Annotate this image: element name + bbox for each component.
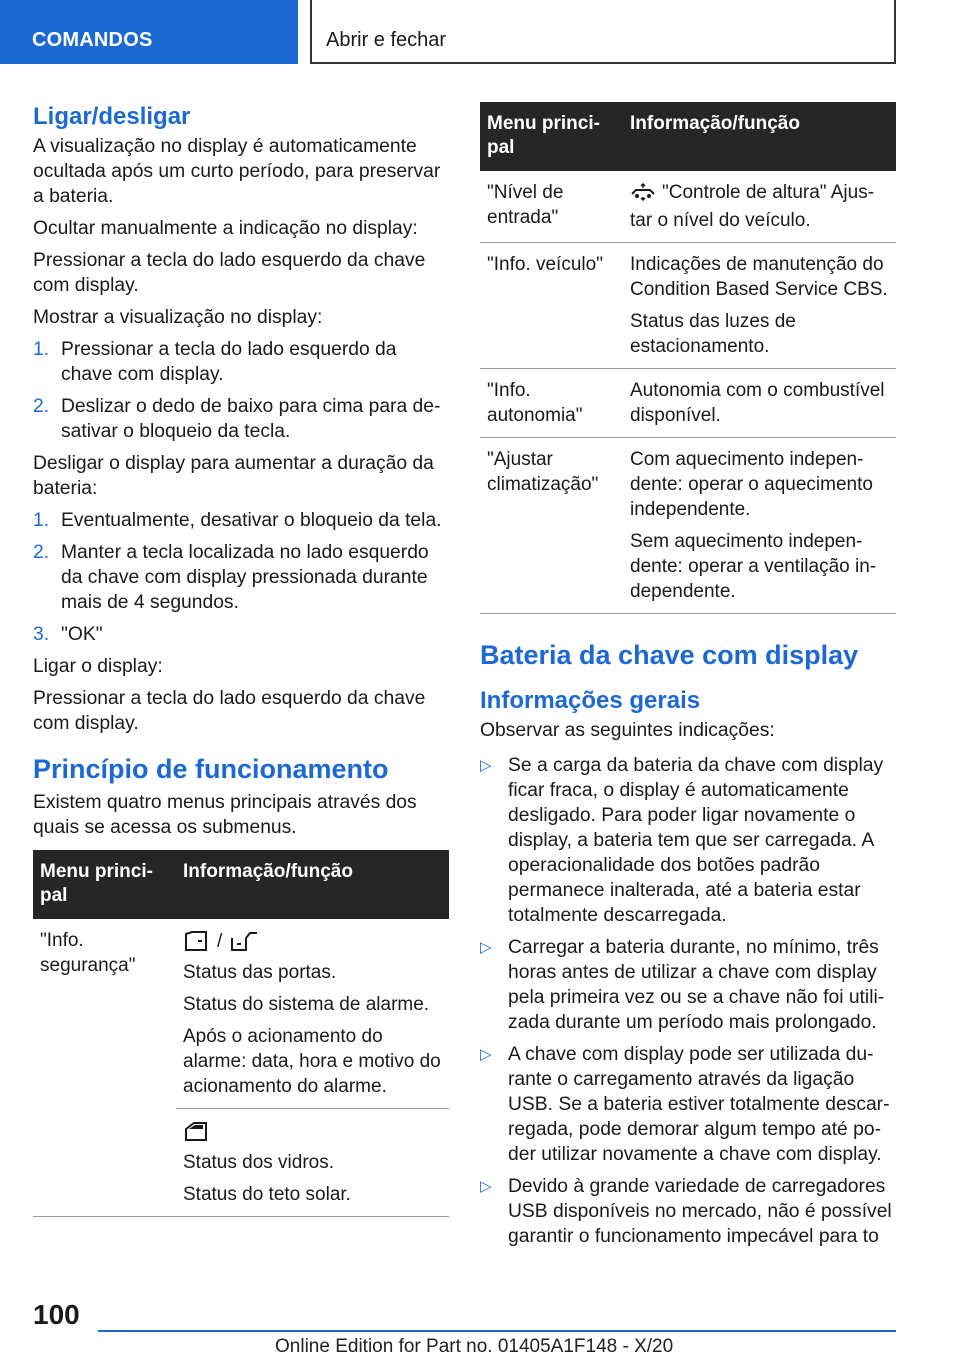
table-header-menu: Menu principal xyxy=(480,102,623,171)
triangle-bullet-icon: ▷ xyxy=(480,757,492,774)
table-row xyxy=(480,243,896,369)
paragraph: Pressionar a tecla do lado esquerdo da chave com display. xyxy=(33,688,426,734)
steps-list-show xyxy=(33,337,449,444)
section-heading-principio: Princípio de funcionamento xyxy=(33,754,389,784)
chapter-title: Abrir e fechar xyxy=(326,29,447,51)
list-item xyxy=(33,337,449,387)
table-cell xyxy=(623,369,896,438)
paragraph: Observar as seguintes indicações: xyxy=(480,720,775,741)
step-number: 1. xyxy=(33,510,50,531)
info-line: Status dos vidros. xyxy=(183,1152,335,1173)
menu-name: "Info. segurança" xyxy=(40,930,136,976)
table-row xyxy=(480,171,896,243)
note-text: Devido à grande variedade de carregadores USB disponíveis no mercado, não é possível garantir o funcionamento impecável para to xyxy=(508,1176,892,1247)
chapter-tab xyxy=(310,0,896,64)
list-item xyxy=(480,1042,896,1167)
table-cell xyxy=(176,1109,449,1217)
list-item xyxy=(33,622,449,647)
table-header-menu: Menu principal xyxy=(33,850,176,919)
table-row xyxy=(480,438,896,614)
step-text: "OK" xyxy=(61,624,103,645)
info-line: Após o acionamento do alarme: data, hora e motivo do acionamento do alarme. xyxy=(183,1026,441,1097)
paragraph: Existem quatro menus principais através dos quais se acessa os submenus. xyxy=(33,792,417,838)
note-text: Se a carga da bateria da chave com display ficar fraca, o display é automaticamente desligado. Para poder ligar novamente o display, a bateria tem que ser carregada. A operacionalidade dos botões padrão permanece inalterada, até a bateria estar totalmente descarregada. xyxy=(508,755,884,926)
step-number: 2. xyxy=(33,396,50,417)
list-item xyxy=(480,935,896,1035)
table-header-info: Informação/função xyxy=(176,850,449,919)
info-text: "Controle de altura" Ajustar o nível do veículo. xyxy=(630,182,875,231)
step-number: 1. xyxy=(33,339,50,360)
notes-list xyxy=(480,753,896,1249)
paragraph: A visualização no display é automaticamente ocultada após um curto período, para preservar a bateria. xyxy=(33,136,441,207)
table-cell xyxy=(623,171,896,243)
door-open-icon xyxy=(230,930,258,952)
info-line: Status do teto solar. xyxy=(183,1184,351,1205)
ride-height-icon xyxy=(630,183,656,208)
triangle-bullet-icon: ▷ xyxy=(480,1178,492,1195)
table-row xyxy=(480,369,896,438)
table-cell xyxy=(623,438,896,614)
step-text: Eventualmente, desativar o bloqueio da tela. xyxy=(61,510,442,531)
page-number: 100 xyxy=(33,1299,80,1330)
subsection-heading-informacoes: Informações gerais xyxy=(480,687,701,714)
window-icons xyxy=(183,1118,441,1144)
list-item xyxy=(33,394,449,444)
icon-separator: / xyxy=(217,930,223,952)
table-cell xyxy=(176,919,449,1109)
info-line: Sem aquecimento independente: operar a ventilação independente. xyxy=(630,531,877,602)
info-line: Status das luzes de estacionamento. xyxy=(630,311,796,357)
table-cell xyxy=(33,1109,176,1217)
steps-list-off xyxy=(33,508,449,647)
paragraph: Desligar o display para aumentar a duração da bateria: xyxy=(33,453,434,499)
table-row xyxy=(33,919,449,1109)
info-line: Status das portas. xyxy=(183,962,337,983)
menu-name: "Nível de entrada" xyxy=(487,182,564,228)
paragraph: Mostrar a visualização no display: xyxy=(33,307,323,328)
note-text: Carregar a bateria durante, no mínimo, três horas antes de utilizar a chave com display pela primeira vez ou se a chave não foi utilizada durante um período mais prolongado. xyxy=(508,937,885,1033)
paragraph: Ocultar manualmente a indicação no display: xyxy=(33,218,418,239)
info-line: Status do sistema de alarme. xyxy=(183,994,430,1015)
menu-name: "Info. veículo" xyxy=(487,254,603,275)
menu-name: "Info. autonomia" xyxy=(487,380,583,426)
menu-table-right xyxy=(480,102,896,614)
left-column xyxy=(33,102,449,1217)
step-text: Deslizar o dedo de baixo para cima para desativar o bloqueio da tecla. xyxy=(61,396,441,442)
paragraph: Ligar o display: xyxy=(33,656,163,677)
info-line: Com aquecimento independente: operar o aquecimento independente. xyxy=(630,449,873,520)
triangle-bullet-icon: ▷ xyxy=(480,1046,492,1063)
info-line: Autonomia com o combustível disponível. xyxy=(630,380,885,426)
step-text: Pressionar a tecla do lado esquerdo da chave com display. xyxy=(61,339,397,385)
list-item xyxy=(33,540,449,615)
window-icon xyxy=(183,1120,209,1142)
right-column xyxy=(480,102,896,1256)
table-cell xyxy=(480,171,623,243)
info-line: Indicações de manutenção do Condition Based Service CBS. xyxy=(630,254,888,300)
menu-name: "Ajustar climatização" xyxy=(487,449,599,495)
footer-divider xyxy=(98,1330,896,1332)
info-line xyxy=(630,180,888,233)
section-heading-ligar: Ligar/desligar xyxy=(33,103,191,130)
door-icons xyxy=(183,928,441,954)
table-cell xyxy=(623,243,896,369)
list-item xyxy=(480,1174,896,1249)
door-closed-icon xyxy=(183,930,209,952)
table-row xyxy=(33,1109,449,1217)
step-number: 2. xyxy=(33,542,50,563)
edition-text: Online Edition for Part no. 01405A1F148 - X/20 xyxy=(275,1336,674,1357)
table-cell xyxy=(480,243,623,369)
section-tab xyxy=(0,0,298,64)
list-item xyxy=(33,508,449,533)
step-number: 3. xyxy=(33,624,50,645)
section-title: COMANDOS xyxy=(32,29,153,51)
table-header-info: Informação/função xyxy=(623,102,896,171)
table-cell xyxy=(480,438,623,614)
note-text: A chave com display pode ser utilizada durante o carregamento através da ligação USB. Se a bateria estiver totalmente descarregada, pode demorar algum tempo até poder utilizar novamente a chave com display. xyxy=(508,1044,890,1165)
step-text: Manter a tecla localizada no lado esquerdo da chave com display pressionada durante mais de 4 segundos. xyxy=(61,542,429,613)
table-cell xyxy=(33,919,176,1109)
table-cell xyxy=(480,369,623,438)
triangle-bullet-icon: ▷ xyxy=(480,939,492,956)
menu-table-left xyxy=(33,850,449,1217)
list-item xyxy=(480,753,896,928)
paragraph: Pressionar a tecla do lado esquerdo da chave com display. xyxy=(33,250,426,296)
section-heading-bateria: Bateria da chave com display xyxy=(480,640,859,670)
